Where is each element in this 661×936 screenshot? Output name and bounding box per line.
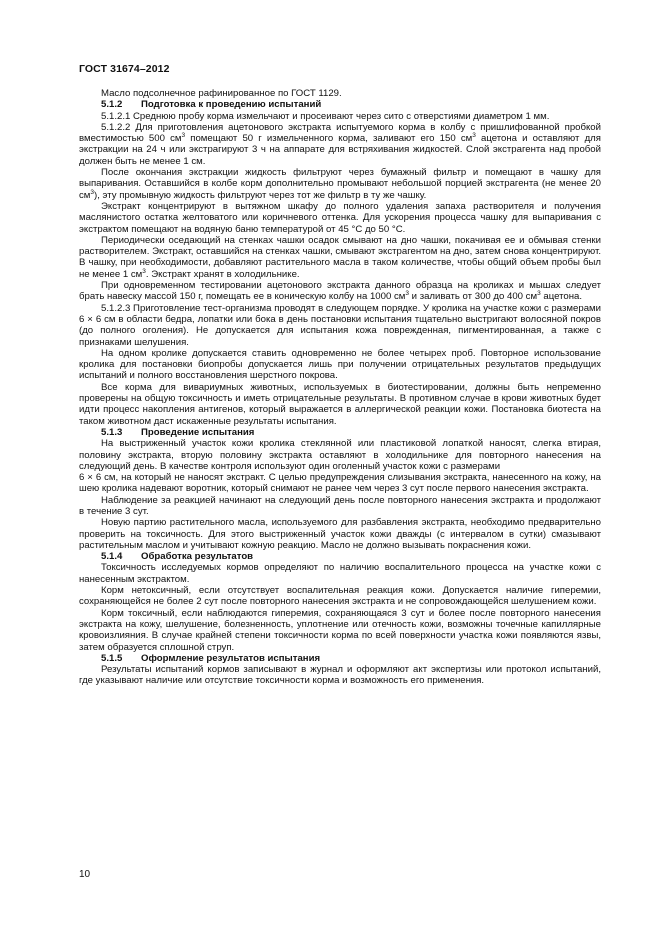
paragraph: 6 × 6 см, на который не наносят экстракт. С целью предупреждения слизывания экстракта, нанесенного на кожу, на шею кролика надевают воротник, который снимают не ранее чем через 3 сут после первого нанесения экстракта. (79, 472, 601, 495)
paragraph: При одновременном тестировании ацетонового экстракта данного образца на кроликах и мышах следует брать навеску массой 150 г, помещать ее в коническую колбу на 1000 $см^3$ и заливать от 300 до 400 $см^3$ ацетона. (79, 280, 601, 303)
document-body (79, 88, 601, 687)
section-number: 5.1.5 (101, 652, 123, 664)
paragraph: Результаты испытаний кормов записывают в журнал и оформляют акт экспертизы или протокол испытаний, где указывают наличие или отсутствие токсичности корма и возможность его применения. (79, 664, 601, 687)
paragraph: После окончания экстракции жидкость фильтруют через бумажный фильтр и помещают в чашку для выпаривания. Оставшийся в колбе корм дополнительно промывают небольшой порцией экстрагента (не менее 20 $см^3$), эту промывную жидкость фильтруют через тот же фильтр в ту же чашку. (79, 167, 601, 201)
paragraph: Корм нетоксичный, если отсутствует воспалительная реакция кожи. Допускается наличие гиперемии, сохраняющейся не более 2 сут после повторного нанесения экстракта и не сопровождающейся шелушением кожи. (79, 585, 601, 608)
section-number: 5.1.3 (101, 426, 123, 438)
section-title: Оформление результатов испытания (141, 652, 321, 664)
paragraph: На выстриженный участок кожи кролика стеклянной или пластиковой лопаткой наносят, слегка втирая, половину экстракта, вторую половину экстракта оставляют в холодильнике для повторного нанесения на следующий день. В качестве контроля используют один оголенный участок кожи с размерами (79, 438, 601, 472)
paragraph: Новую партию растительного масла, используемого для разбавления экстракта, необходимо предварительно проверить на токсичность. Для этого выстриженный участок кожи дважды (с интервалом в сутки) смазывают растительным маслом и учитывают кожную реакцию. Масло не должно вызывать покраснения кожи. (79, 517, 601, 551)
paragraph: Корм токсичный, если наблюдаются гиперемия, сохраняющаяся 3 сут и более после повторного нанесения экстракта на кожу, шелушение, болезненность, уплотнение или отечность кожи, возможны точечные капиллярные кровоизлияния. В случае крайней степени токсичности корма по всей поверхности участка кожи появляются язвы, затем образуется сплошной струп. (79, 607, 601, 653)
paragraph: Токсичность исследуемых кормов определяют по наличию воспалительного процесса на участке кожи с нанесенным экстрактом. (79, 562, 601, 585)
section-heading-5-1-3 (79, 427, 601, 438)
section-heading-5-1-2 (79, 99, 601, 110)
paragraph: 5.1.2.1 Среднюю пробу корма измельчают и просеивают через сито с отверстиями диаметром 1 мм. (101, 110, 550, 122)
standard-header: ГОСТ 31674–2012 (79, 63, 170, 75)
paragraph: 5.1.2.3 Приготовление тест-организма проводят в следующем порядке. У кролика на участке кожи с размерами 6 × 6 см в области бедра, лопатки или бока в день постановки испытания тщательно выстригают волосяной покров (до полного оголения). Не допускается для испытания кожа поврежденная, пигментированная, а также с признаками шелушения. (79, 302, 601, 348)
section-number: 5.1.2 (101, 99, 123, 111)
paragraph: Экстракт концентрируют в вытяжном шкафу до полного удаления запаха растворителя и получения маслянистого остатка желтоватого или коричневого оттенка. Для ускорения процесса чашку для выпаривания с экстрактом помещают на водяную баню температурой от 45 °С до 50 °С. (79, 200, 601, 235)
section-title: Обработка результатов (141, 551, 254, 563)
section-heading-5-1-5 (79, 653, 601, 664)
paragraph: Периодически оседающий на стенках чашки осадок смывают на дно чашки, покачивая ее и обмывая стенки растворителем. Экстракт, оставшийся на стенках чашки, смывают экстрагентом на дно, затем снова концентрируют. В чашку, при необходимости, добавляют растительного масла в таком количестве, чтобы общий объем пробы был не менее 1 $см^3$. Экстракт хранят в холодильнике. (79, 234, 601, 280)
paragraph: 5.1.2.2 Для приготовления ацетонового экстракта испытуемого корма в колбу с пришлифованной пробкой вместимостью 500 $см^3$ помещают 50 г измельченного корма, заливают его 150 $см^3$ ацетона и оставляют для экстракции на 24 ч или экстрагируют 3 ч на аппарате для встряхивания жидкостей. Слой экстрагента над пробой должен быть не менее 1 см. (79, 121, 601, 167)
paragraph: Все корма для вивариумных животных, используемых в биотестировании, должны быть непременно проверены на общую токсичность и иметь отрицательные результаты. В противном случае в крови животных будет идти процесс накопления антигенов, который выражается в аллергической реакции кожи. Постановка биотеста на таком животном даст искаженные результаты испытания. (79, 381, 601, 427)
page-number: 10 (79, 869, 91, 880)
paragraph: На одном кролике допускается ставить одновременно не более четырех проб. Повторное использование кролика для постановки биопробы допускается лишь при получении отрицательных результатов предыдущих испытаний и полного восстановления шерстного покрова. (79, 347, 601, 382)
paragraph: Наблюдение за реакцией начинают на следующий день после повторного нанесения экстракта и продолжают в течение 3 сут. (79, 494, 601, 517)
paragraph: Масло подсолнечное рафинированное по ГОСТ 1129. (101, 88, 342, 99)
section-heading-5-1-4 (79, 551, 601, 562)
section-title: Подготовка к проведению испытаний (141, 99, 322, 111)
section-title: Проведение испытания (141, 426, 255, 438)
section-number: 5.1.4 (101, 551, 123, 563)
